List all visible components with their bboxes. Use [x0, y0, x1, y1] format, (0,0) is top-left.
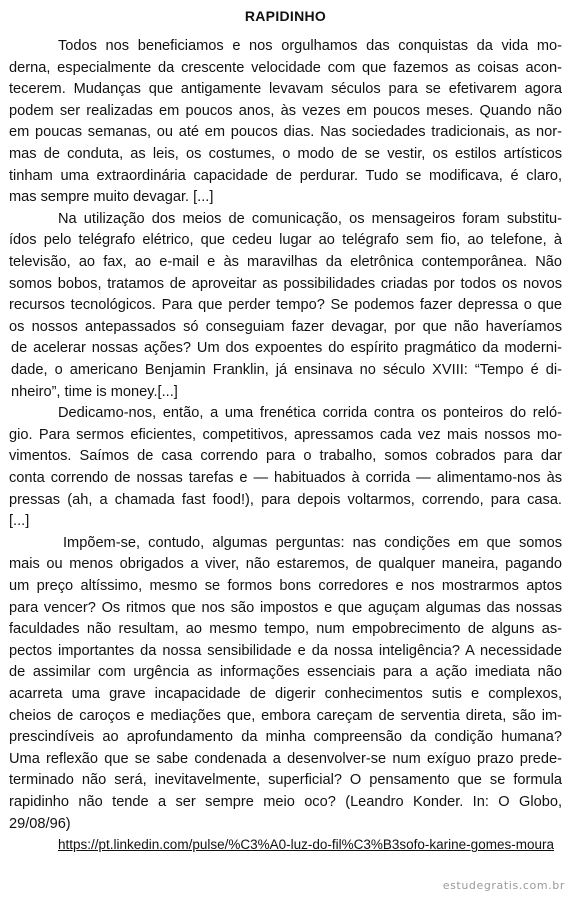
text-line: vimentos. Saímos de casa correndo para o trabalho, somos cobrados para dar	[9, 448, 562, 465]
text-line: acarreta uma grave incapacidade de digerir conhecimentos sutis e complexos,	[9, 686, 562, 702]
text-line: pressas (ah, a chamada fast food!), para depois voltarmos, correndo, para casa.	[9, 491, 562, 508]
text-line: nheiro”, time is money.[...]	[11, 383, 178, 400]
text-line: os nossos antepassados só conseguiam fazer devagar, por que não haveríamos	[9, 318, 562, 335]
text-line: conta correndo de nossas tarefas e — habituados à corrida — alimentamo-nos às	[9, 470, 562, 486]
text-line: 29/08/96)	[9, 815, 71, 832]
watermark: estudegratis.com.br	[442, 879, 565, 892]
text-line: derna, especialmente da crescente velocidade com que fazemos as coisas acon-	[9, 59, 562, 76]
text-line: faculdades não resultam, ao mesmo tempo, num empobrecimento de alguns as-	[9, 621, 562, 638]
text-line: podem ser realizadas em poucos anos, às vezes em poucos meses. Quando não	[9, 102, 562, 119]
text-line: tecerem. Mudanças que antigamente levavam séculos para se efetivarem agora	[9, 81, 562, 98]
text-line: Na utilização dos meios de comunicação, os mensageiros foram substitu-	[58, 210, 562, 227]
text-line: recursos tecnológicos. Para que perder tempo? Se podemos fazer depressa o que	[9, 297, 562, 314]
text-line: Uma reflexão que se sabe condenada a desenvolver-se num exíguo prazo prede-	[9, 750, 562, 767]
text-line: um preço altíssimo, mesmo se formos bons corredores e nos mostrarmos aptos	[9, 578, 562, 594]
text-line: gio. Para sermos eficientes, competitivos, apressamos cada vez mais nossos mo-	[9, 426, 562, 443]
text-line: em poucas semanas, ou até em poucos dias. Nas sociedades tradicionais, as nor-	[9, 124, 562, 141]
text-line: pectos importantes da nossa sensibilidade e da nossa inteligência? A necessidade	[9, 642, 562, 659]
text-line: televisão, ao fax, ao e-mail e às maravilhas da eletrônica contemporânea. Não	[9, 254, 562, 270]
text-line: tinham uma extraordinária capacidade de perdurar. Tudo se modificava, é claro,	[9, 167, 562, 184]
text-line: Todos nos beneficiamos e nos orgulhamos das conquistas da vida mo-	[58, 38, 562, 54]
text-line: Dedicamo-nos, então, a uma frenética corrida contra os ponteiros do reló-	[58, 405, 562, 422]
text-line: dade, o americano Benjamin Franklin, já ensinava no século XVIII: “Tempo é di-	[11, 362, 562, 378]
text-line: para vencer? Os ritmos que nos são impostos e que aguçam algumas das nossas	[9, 599, 562, 616]
source-link[interactable]: https://pt.linkedin.com/pulse/%C3%A0-luz-do-fil%C3%B3sofo-karine-gomes-moura	[58, 837, 554, 853]
text-line: de assimilar com urgência as informações essenciais para a ação imediata não	[9, 664, 562, 681]
document-title: RAPIDINHO	[244, 8, 327, 24]
text-line: somos bobos, tratamos de aproveitar as possibilidades criadas por todos os novos	[9, 275, 562, 292]
text-line: de acelerar nossas ações? Um dos expoentes do espírito pragmático da moderni-	[11, 340, 562, 357]
text-line: [...]	[9, 513, 30, 530]
text-line: Impõem-se, contudo, algumas perguntas: nas condições em que somos	[63, 534, 562, 551]
text-line: rapidinho não tende a ser sempre meio oco? (Leandro Konder. In: O Globo,	[9, 794, 562, 810]
text-line: mas de conduta, as leis, os costumes, o modo de se vestir, os estilos artísticos	[9, 146, 562, 162]
text-line: mas sempre muito devagar. [...]	[9, 189, 214, 206]
text-line: mais ou menos obrigados a viver, não estaremos, de qualquer maneira, pagando	[9, 556, 562, 573]
text-line: prescindíveis ao aprofundamento da minha compreensão da condição humana?	[9, 729, 562, 746]
text-line: ídos pelo telégrafo elétrico, que cedeu lugar ao telégrafo sem fio, ao telefone, à	[9, 232, 562, 249]
text-line: cheios de caroços e mediações que, embora careçam de serventia direta, são im-	[9, 707, 562, 724]
text-line: terminado não será, inevitavelmente, superficial? O pensamento que se formula	[9, 772, 562, 789]
